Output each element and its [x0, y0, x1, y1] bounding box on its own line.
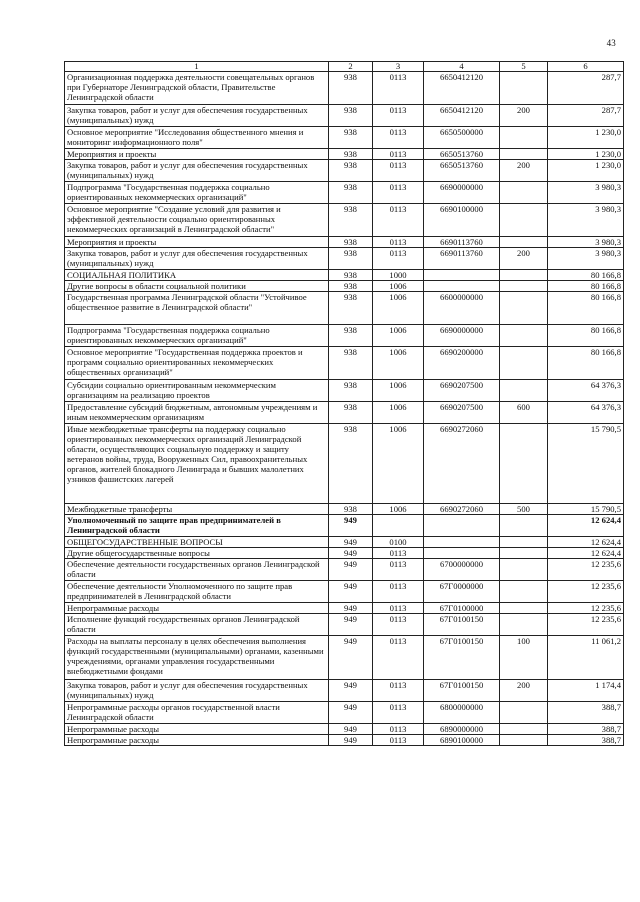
- row-target-code: 6690272060: [424, 504, 500, 515]
- row-amount: 3 980,3: [548, 182, 624, 204]
- row-ministry-code: 938: [329, 72, 373, 105]
- table-row: [65, 281, 624, 292]
- table-row: [65, 724, 624, 735]
- column-header-target: 4: [424, 62, 500, 72]
- row-target-code: 6690200000: [424, 347, 500, 380]
- row-expense-type: [500, 380, 548, 402]
- row-target-code: 6650513760: [424, 149, 500, 160]
- row-amount: 388,7: [548, 724, 624, 735]
- row-name: Иные межбюджетные трансферты на поддержку социально ориентированных некоммерческих организаций Ленинградской области, осуществляющих социальную поддержку и защиту ветеранов войны, труда, Вооруженных Сил, правоохранительных органов, жителей блокадного Ленинграда и бывших малолетних узников фашистских лагерей: [65, 424, 329, 504]
- row-name: Субсидии социально ориентированным некоммерческим организациям на реализацию проектов: [65, 380, 329, 402]
- table-row: [65, 204, 624, 237]
- row-expense-type: [500, 537, 548, 548]
- row-expense-type: [500, 270, 548, 281]
- row-amount: 80 166,8: [548, 281, 624, 292]
- row-section-code: 0113: [373, 581, 424, 603]
- row-amount: 388,7: [548, 735, 624, 746]
- row-target-code: [424, 281, 500, 292]
- table-row: [65, 127, 624, 149]
- row-ministry-code: 938: [329, 182, 373, 204]
- table-row: [65, 702, 624, 724]
- table-row: [65, 248, 624, 270]
- row-name: СОЦИАЛЬНАЯ ПОЛИТИКА: [65, 270, 329, 281]
- row-expense-type: [500, 614, 548, 636]
- table-row: [65, 735, 624, 746]
- row-section-code: 1000: [373, 270, 424, 281]
- row-ministry-code: 938: [329, 325, 373, 347]
- row-amount: 12 235,6: [548, 581, 624, 603]
- column-header-section: 3: [373, 62, 424, 72]
- row-ministry-code: 938: [329, 105, 373, 127]
- row-name: Мероприятия и проекты: [65, 149, 329, 160]
- row-expense-type: [500, 559, 548, 581]
- table-row: [65, 325, 624, 347]
- row-expense-type: [500, 72, 548, 105]
- row-ministry-code: 938: [329, 127, 373, 149]
- row-name: Мероприятия и проекты: [65, 237, 329, 248]
- table-row: [65, 182, 624, 204]
- row-amount: 388,7: [548, 702, 624, 724]
- row-amount: 3 980,3: [548, 248, 624, 270]
- row-target-code: [424, 537, 500, 548]
- row-ministry-code: 938: [329, 204, 373, 237]
- row-ministry-code: 949: [329, 735, 373, 746]
- row-name: Непрограммные расходы: [65, 735, 329, 746]
- row-expense-type: 500: [500, 504, 548, 515]
- row-ministry-code: 949: [329, 724, 373, 735]
- row-target-code: 67Г0100150: [424, 614, 500, 636]
- row-expense-type: [500, 149, 548, 160]
- row-expense-type: [500, 735, 548, 746]
- row-expense-type: 200: [500, 160, 548, 182]
- row-expense-type: 600: [500, 402, 548, 424]
- row-ministry-code: 938: [329, 237, 373, 248]
- row-amount: 12 235,6: [548, 603, 624, 614]
- table-row: [65, 347, 624, 380]
- row-amount: 12 624,4: [548, 548, 624, 559]
- row-name: Межбюджетные трансферты: [65, 504, 329, 515]
- row-expense-type: [500, 548, 548, 559]
- table-row: [65, 504, 624, 515]
- row-ministry-code: 938: [329, 270, 373, 281]
- row-name: Закупка товаров, работ и услуг для обеспечения государственных (муниципальных) нужд: [65, 680, 329, 702]
- row-target-code: 6890000000: [424, 724, 500, 735]
- row-amount: 3 980,3: [548, 237, 624, 248]
- table-row: [65, 270, 624, 281]
- row-section-code: 0113: [373, 127, 424, 149]
- row-ministry-code: 938: [329, 149, 373, 160]
- table-row: [65, 636, 624, 680]
- row-section-code: 0100: [373, 537, 424, 548]
- row-expense-type: [500, 603, 548, 614]
- row-amount: 80 166,8: [548, 325, 624, 347]
- row-ministry-code: 938: [329, 402, 373, 424]
- row-amount: 287,7: [548, 72, 624, 105]
- row-target-code: 6800000000: [424, 702, 500, 724]
- row-target-code: 6700000000: [424, 559, 500, 581]
- row-name: Уполномоченный по защите прав предпринимателей в Ленинградской области: [65, 515, 329, 537]
- row-amount: 1 230,0: [548, 127, 624, 149]
- row-expense-type: [500, 347, 548, 380]
- table-row: [65, 402, 624, 424]
- row-ministry-code: 949: [329, 559, 373, 581]
- table-row: [65, 72, 624, 105]
- table-row: [65, 237, 624, 248]
- row-section-code: 1006: [373, 292, 424, 325]
- row-ministry-code: 938: [329, 424, 373, 504]
- row-name: Непрограммные расходы органов государственной власти Ленинградской области: [65, 702, 329, 724]
- budget-table: [64, 61, 624, 746]
- table-row: [65, 292, 624, 325]
- row-amount: 3 980,3: [548, 204, 624, 237]
- row-section-code: 0113: [373, 735, 424, 746]
- table-row: [65, 380, 624, 402]
- row-name: Другие общегосударственные вопросы: [65, 548, 329, 559]
- table-row: [65, 149, 624, 160]
- row-ministry-code: 949: [329, 515, 373, 537]
- row-target-code: 6650412120: [424, 72, 500, 105]
- row-name: Организационная поддержка деятельности совещательных органов при Губернаторе Ленинградской области, Правительстве Ленинградской области: [65, 72, 329, 105]
- row-section-code: 1006: [373, 380, 424, 402]
- column-header-code: 2: [329, 62, 373, 72]
- row-expense-type: [500, 182, 548, 204]
- row-amount: 12 235,6: [548, 559, 624, 581]
- row-target-code: 67Г0100150: [424, 636, 500, 680]
- row-name: Непрограммные расходы: [65, 724, 329, 735]
- row-ministry-code: 949: [329, 548, 373, 559]
- row-ministry-code: 949: [329, 581, 373, 603]
- row-amount: 12 624,4: [548, 537, 624, 548]
- row-target-code: 6690113760: [424, 237, 500, 248]
- row-section-code: 0113: [373, 636, 424, 680]
- row-section-code: 1006: [373, 325, 424, 347]
- row-expense-type: 100: [500, 636, 548, 680]
- row-target-code: 6690113760: [424, 248, 500, 270]
- table-row: [65, 603, 624, 614]
- table-row: [65, 614, 624, 636]
- row-section-code: 1006: [373, 402, 424, 424]
- row-section-code: 1006: [373, 347, 424, 380]
- row-name: Другие вопросы в области социальной политики: [65, 281, 329, 292]
- row-name: Основное мероприятие "Создание условий для развития и эффективной деятельности социально ориентированных некоммерческих организаций в Ленинградской области": [65, 204, 329, 237]
- row-ministry-code: 938: [329, 160, 373, 182]
- row-section-code: 0113: [373, 724, 424, 735]
- row-target-code: 6690272060: [424, 424, 500, 504]
- row-expense-type: [500, 424, 548, 504]
- row-section-code: 0113: [373, 248, 424, 270]
- row-amount: 1 174,4: [548, 680, 624, 702]
- row-name: Закупка товаров, работ и услуг для обеспечения государственных (муниципальных) нужд: [65, 105, 329, 127]
- row-ministry-code: 949: [329, 636, 373, 680]
- row-section-code: 0113: [373, 237, 424, 248]
- row-section-code: 0113: [373, 72, 424, 105]
- row-expense-type: [500, 325, 548, 347]
- row-ministry-code: 949: [329, 680, 373, 702]
- table-row: [65, 160, 624, 182]
- row-amount: 1 230,0: [548, 149, 624, 160]
- row-amount: 12 235,6: [548, 614, 624, 636]
- row-section-code: 1006: [373, 504, 424, 515]
- row-expense-type: 200: [500, 105, 548, 127]
- row-amount: 80 166,8: [548, 292, 624, 325]
- row-target-code: 6650500000: [424, 127, 500, 149]
- row-name: Обеспечение деятельности Уполномоченного по защите прав предпринимателей в Ленинградской области: [65, 581, 329, 603]
- row-name: Подпрограмма "Государственная поддержка социально ориентированных некоммерческих организаций": [65, 325, 329, 347]
- row-expense-type: [500, 724, 548, 735]
- row-target-code: 6890100000: [424, 735, 500, 746]
- row-section-code: 0113: [373, 105, 424, 127]
- row-amount: 1 230,0: [548, 160, 624, 182]
- row-ministry-code: 938: [329, 380, 373, 402]
- row-section-code: 0113: [373, 160, 424, 182]
- table-row: [65, 537, 624, 548]
- row-name: Закупка товаров, работ и услуг для обеспечения государственных (муниципальных) нужд: [65, 248, 329, 270]
- row-target-code: 6690207500: [424, 402, 500, 424]
- row-expense-type: 200: [500, 248, 548, 270]
- row-amount: 80 166,8: [548, 270, 624, 281]
- row-name: Обеспечение деятельности государственных органов Ленинградской области: [65, 559, 329, 581]
- column-header-amount: 6: [548, 62, 624, 72]
- row-ministry-code: 949: [329, 603, 373, 614]
- row-amount: 12 624,4: [548, 515, 624, 537]
- row-target-code: 6650412120: [424, 105, 500, 127]
- row-section-code: 0113: [373, 204, 424, 237]
- row-amount: 80 166,8: [548, 347, 624, 380]
- row-target-code: 6600000000: [424, 292, 500, 325]
- row-name: Основное мероприятие "Исследования общественного мнения и мониторинг информационного поля": [65, 127, 329, 149]
- row-expense-type: 200: [500, 680, 548, 702]
- table-header-row: [65, 62, 624, 72]
- row-target-code: 6690100000: [424, 204, 500, 237]
- table-row: [65, 515, 624, 537]
- row-expense-type: [500, 702, 548, 724]
- row-name: Основное мероприятие "Государственная поддержка проектов и программ социально ориентированных некоммерческих общественных организаций": [65, 347, 329, 380]
- row-amount: 64 376,3: [548, 380, 624, 402]
- row-expense-type: [500, 237, 548, 248]
- row-amount: 64 376,3: [548, 402, 624, 424]
- row-section-code: 0113: [373, 149, 424, 160]
- row-name: Непрограммные расходы: [65, 603, 329, 614]
- row-ministry-code: 949: [329, 702, 373, 724]
- row-amount: 15 790,5: [548, 504, 624, 515]
- row-ministry-code: 938: [329, 292, 373, 325]
- row-amount: 11 061,2: [548, 636, 624, 680]
- row-section-code: 1006: [373, 424, 424, 504]
- row-amount: 15 790,5: [548, 424, 624, 504]
- row-name: ОБЩЕГОСУДАРСТВЕННЫЕ ВОПРОСЫ: [65, 537, 329, 548]
- page-number: 43: [606, 38, 616, 48]
- row-name: Государственная программа Ленинградской области "Устойчивое общественное развитие в Ленинградской области": [65, 292, 329, 325]
- row-ministry-code: 949: [329, 537, 373, 548]
- row-target-code: 6690207500: [424, 380, 500, 402]
- row-target-code: 6690000000: [424, 182, 500, 204]
- row-section-code: 0113: [373, 614, 424, 636]
- row-ministry-code: 938: [329, 347, 373, 380]
- row-amount: 287,7: [548, 105, 624, 127]
- row-name: Исполнение функций государственных органов Ленинградской области: [65, 614, 329, 636]
- row-expense-type: [500, 204, 548, 237]
- row-name: Подпрограмма "Государственная поддержка социально ориентированных некоммерческих организаций": [65, 182, 329, 204]
- row-section-code: [373, 515, 424, 537]
- row-ministry-code: 949: [329, 614, 373, 636]
- row-name: Предоставление субсидий бюджетным, автономным учреждениям и иным некоммерческим организациям: [65, 402, 329, 424]
- row-ministry-code: 938: [329, 281, 373, 292]
- row-expense-type: [500, 127, 548, 149]
- row-section-code: 0113: [373, 702, 424, 724]
- row-section-code: 0113: [373, 603, 424, 614]
- row-section-code: 0113: [373, 548, 424, 559]
- row-target-code: 6690000000: [424, 325, 500, 347]
- table-row: [65, 105, 624, 127]
- table-body: [65, 72, 624, 746]
- table-row: [65, 581, 624, 603]
- table-row: [65, 680, 624, 702]
- table-row: [65, 548, 624, 559]
- row-target-code: 67Г0100150: [424, 680, 500, 702]
- row-ministry-code: 938: [329, 504, 373, 515]
- row-section-code: 0113: [373, 182, 424, 204]
- row-target-code: 6650513760: [424, 160, 500, 182]
- row-target-code: 67Г0000000: [424, 581, 500, 603]
- row-target-code: [424, 270, 500, 281]
- row-expense-type: [500, 515, 548, 537]
- row-target-code: [424, 515, 500, 537]
- row-expense-type: [500, 281, 548, 292]
- column-header-type: 5: [500, 62, 548, 72]
- row-section-code: 0113: [373, 559, 424, 581]
- row-name: Расходы на выплаты персоналу в целях обеспечения выполнения функций государственными (муниципальными) органами, казенными учреждениями, органами управления государственными внебюджетными фондами: [65, 636, 329, 680]
- row-target-code: 67Г0100000: [424, 603, 500, 614]
- row-section-code: 0113: [373, 680, 424, 702]
- row-expense-type: [500, 581, 548, 603]
- table-row: [65, 424, 624, 504]
- row-ministry-code: 938: [329, 248, 373, 270]
- table-row: [65, 559, 624, 581]
- column-header-name: 1: [65, 62, 329, 72]
- row-name: Закупка товаров, работ и услуг для обеспечения государственных (муниципальных) нужд: [65, 160, 329, 182]
- row-section-code: 1006: [373, 281, 424, 292]
- row-expense-type: [500, 292, 548, 325]
- row-target-code: [424, 548, 500, 559]
